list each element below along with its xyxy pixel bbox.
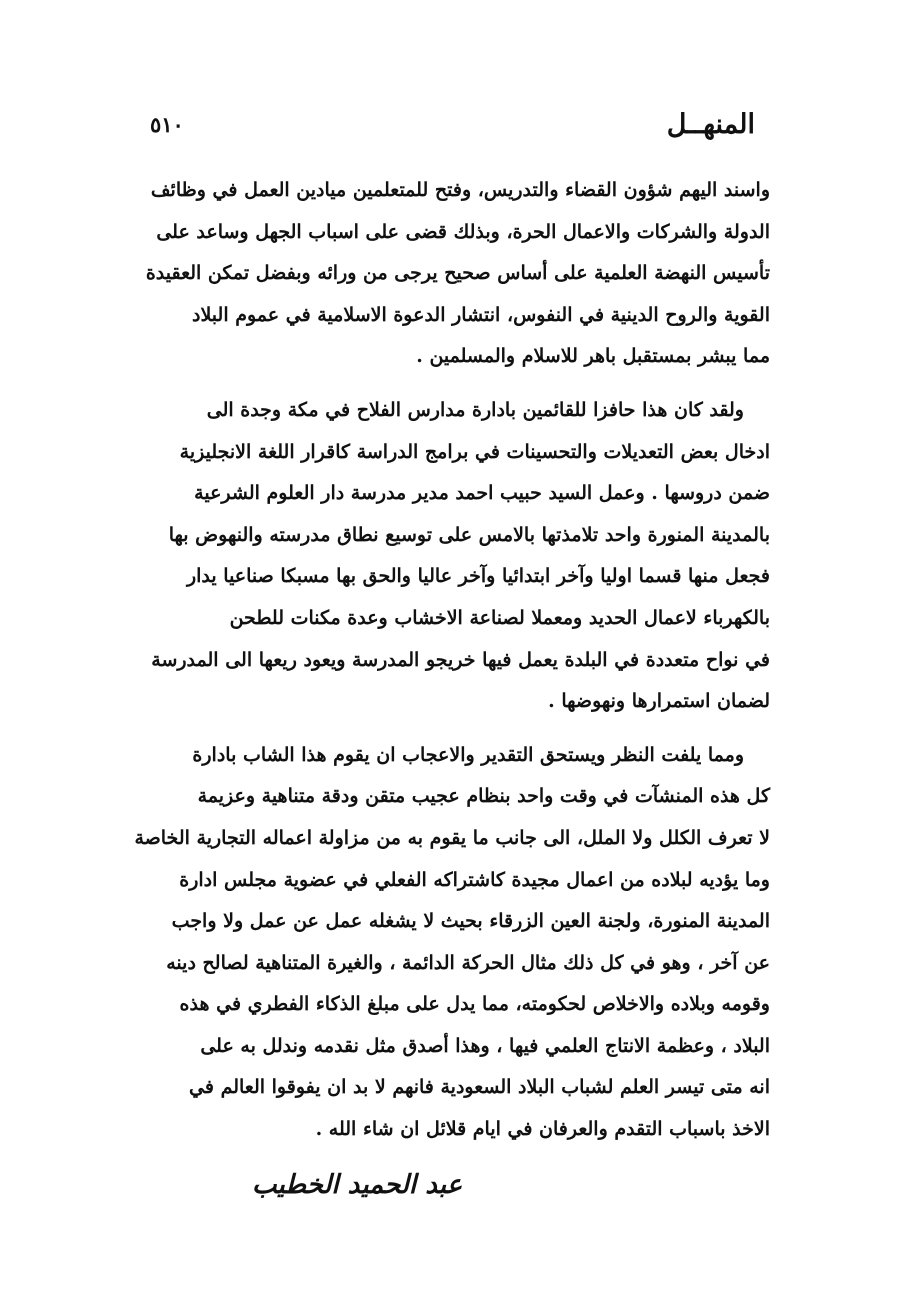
text-line: الاخذ باسباب التقدم والعرفان في ايام قلائل ان شاء الله .: [315, 1118, 770, 1141]
text-line: الدولة والشركات والاعمال الحرة، وبذلك قضى على اسباب الجهل وساعد على: [156, 220, 770, 243]
text-line: مما يبشر بمستقبل باهر للاسلام والمسلمين .: [416, 345, 770, 368]
paragraph-gap: [150, 723, 770, 735]
paragraph-gap: [150, 378, 770, 390]
text-line: ادخال بعض التعديلات والتحسينات في برامج الدراسة كاقرار اللغة الانجليزية: [179, 440, 770, 463]
text-line: فجعل منها قسما اوليا وآخر ابتدائيا وآخر عاليا والحق بها مسبكا صناعيا يدار: [186, 565, 770, 588]
page-header: [150, 102, 755, 146]
running-title: المنهــل: [666, 108, 755, 140]
text-line: لضمان استمرارها ونهوضها .: [548, 690, 770, 713]
text-line: عن آخر ، وهو في كل ذلك مثال الحركة الدائمة ، والغيرة المتناهية لصالح دينه: [166, 951, 770, 974]
text-line: كل هذه المنشآت في وقت واحد بنظام عجيب متقن ودقة متناهية وعزيمة: [197, 785, 770, 808]
paragraph-2: [150, 390, 770, 723]
text-line: بالمدينة المنورة واحد تلامذتها بالامس على توسيع نطاق مدرسته والنهوض بها: [168, 523, 770, 546]
text-line: لا تعرف الكلل ولا الملل، الى جانب ما يقوم به من مزاولة اعماله التجارية الخاصة: [134, 826, 770, 849]
text-line: وما يؤديه لبلاده من اعمال مجيدة كاشتراكه الفعلي في عضوية مجلس ادارة: [179, 868, 770, 891]
paragraph-1: [145, 170, 770, 378]
text-line: المدينة المنورة، ولجنة العين الزرقاء بحيث لا يشغله عمل عن عمل ولا واجب: [171, 910, 770, 933]
text-line: واسند اليهم شؤون القضاء والتدريس، وفتح للمتعلمين ميادين العمل في وظائف: [150, 179, 770, 201]
text-line: بالكهرباء لاعمال الحديد ومعملا لصناعة الاخشاب وعدة مكنات للطحن: [229, 606, 770, 629]
text-line: تأسيس النهضة العلمية على أساس صحيح يرجى من ورائه وبفضل تمكن العقيدة: [145, 262, 770, 285]
text-line: ومما يلفت النظر ويستحق التقدير والاعجاب ان يقوم هذا الشاب بادارة: [192, 743, 744, 766]
text-line: القوية والروح الدينية في النفوس، انتشار الدعوة الاسلامية في عموم البلاد: [192, 303, 770, 326]
text-line: البلاد ، وعظمة الانتاج العلمي فيها ، وهذا أصدق مثل نقدمه وندلل به على: [200, 1034, 770, 1057]
article-body: [134, 170, 770, 1151]
text-line: انه متى تيسر العلم لشباب البلاد السعودية فانهم لا بد ان يفوقوا العالم في: [189, 1076, 770, 1099]
page-number: ٥١٠: [150, 111, 184, 137]
text-line: ولقد كان هذا حافزا للقائمين بادارة مدارس الفلاح في مكة وجدة الى: [206, 398, 744, 421]
paragraph-3: [134, 735, 770, 1151]
text-line: في نواح متعددة في البلدة يعمل فيها خريجو المدرسة ويعود ريعها الى المدرسة: [151, 648, 770, 671]
text-line: ضمن دروسها . وعمل السيد حبيب احمد مدير مدرسة دار العلوم الشرعية: [194, 482, 770, 505]
text-line: وقومه وبلاده والاخلاص لحكومته، مما يدل على مبلغ الذكاء الفطري في هذه: [179, 993, 770, 1016]
author-signature: عبد الحميد الخطيب: [252, 1170, 463, 1200]
